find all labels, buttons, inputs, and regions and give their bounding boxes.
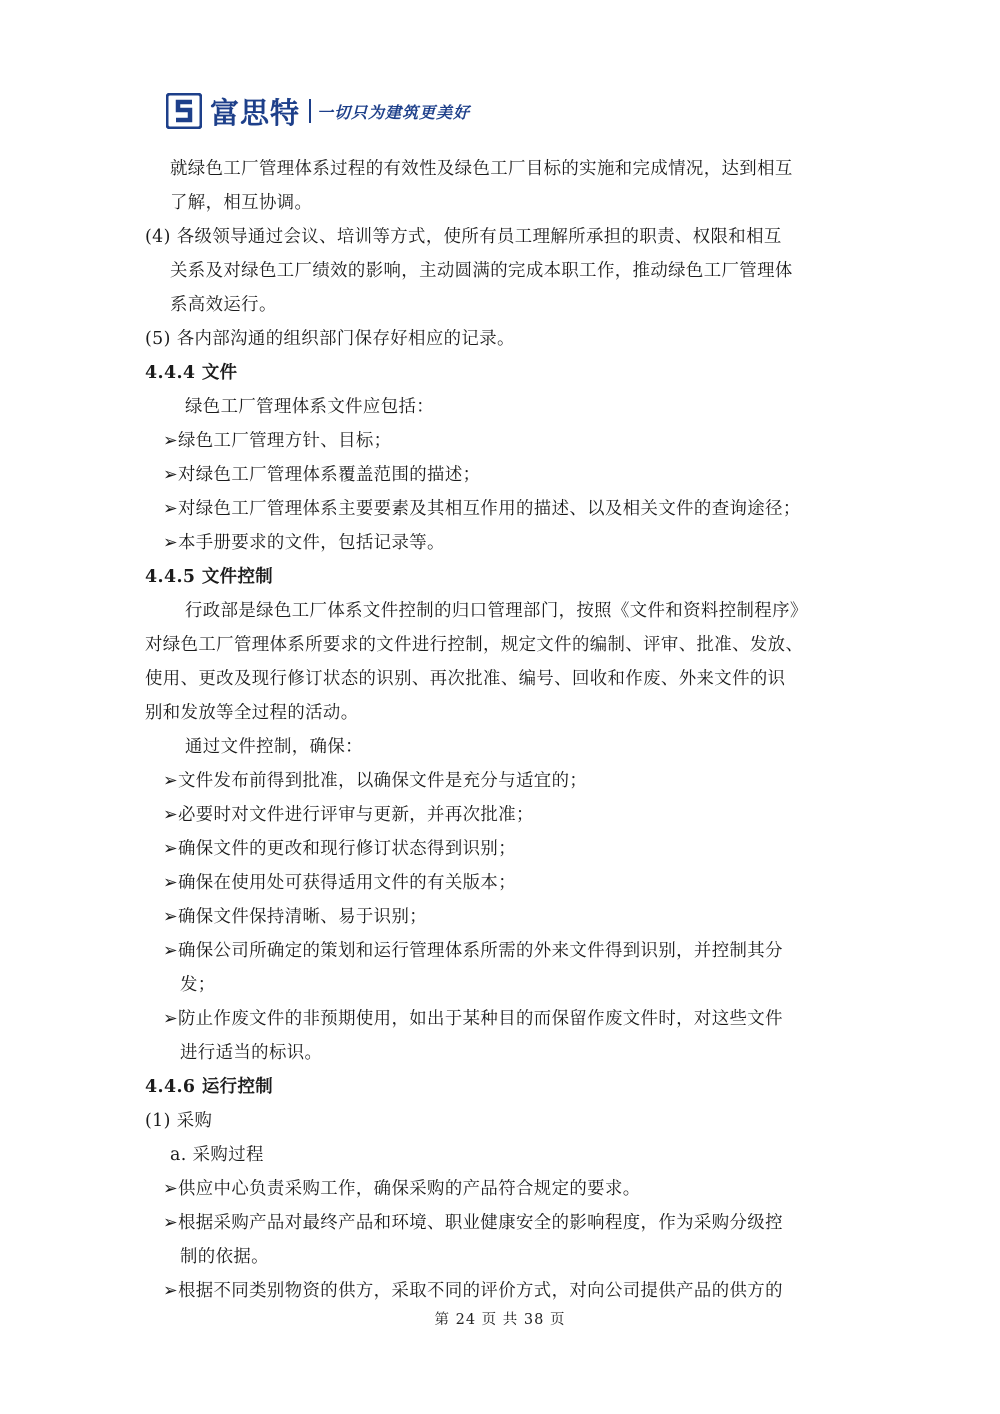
bullet-continuation: 发； — [180, 975, 216, 995]
bullet-continuation: 进行适当的标识。 — [180, 1043, 323, 1063]
company-logo-icon — [166, 93, 202, 129]
bullet-item: ➢供应中心负责采购工作，确保采购的产品符合规定的要求。 — [163, 1179, 641, 1199]
section-heading: 4.4.5 文件控制 — [145, 567, 274, 587]
section-heading: 4.4.4 文件 — [145, 363, 238, 383]
paragraph-line: 系高效运行。 — [170, 295, 277, 315]
bullet-item: ➢必要时对文件进行评审与更新，并再次批准； — [163, 805, 534, 825]
paragraph-line: 别和发放等全过程的活动。 — [145, 703, 359, 723]
paragraph-line: 了解，相互协调。 — [170, 193, 313, 213]
brand-name: 富思特 — [210, 95, 301, 130]
brand-slogan: 一切只为建筑更美好 — [317, 102, 471, 122]
header-divider — [309, 99, 311, 123]
list-item: (4) 各级领导通过会议、培训等方式，使所有员工理解所承担的职责、权限和相互 — [145, 227, 782, 247]
bullet-item: ➢文件发布前得到批准，以确保文件是充分与适宜的； — [163, 771, 588, 791]
bullet-item: ➢确保文件保持清晰、易于识别； — [163, 907, 428, 927]
bullet-item: ➢防止作废文件的非预期使用，如出于某种目的而保留作废文件时，对这些文件 — [163, 1009, 783, 1029]
bullet-item: ➢绿色工厂管理方针、目标； — [163, 431, 392, 451]
sub-list-item: a. 采购过程 — [170, 1145, 264, 1165]
paragraph-line: 对绿色工厂管理体系所要求的文件进行控制，规定文件的编制、评审、批准、发放、 — [145, 635, 804, 655]
paragraph-line: 行政部是绿色工厂体系文件控制的归口管理部门，按照《文件和资料控制程序》 — [185, 601, 808, 621]
bullet-item: ➢根据不同类别物资的供方，采取不同的评价方式，对向公司提供产品的供方的 — [163, 1281, 783, 1301]
bullet-item: ➢本手册要求的文件，包括记录等。 — [163, 533, 445, 553]
list-item: (5) 各内部沟通的组织部门保存好相应的记录。 — [145, 329, 515, 349]
paragraph-line: 就绿色工厂管理体系过程的有效性及绿色工厂目标的实施和完成情况，达到相互 — [170, 159, 793, 179]
bullet-item: ➢根据采购产品对最终产品和环境、职业健康安全的影响程度，作为采购分级控 — [163, 1213, 783, 1233]
section-heading: 4.4.6 运行控制 — [145, 1077, 274, 1097]
paragraph-line: 使用、更改及现行修订状态的识别、再次批准、编号、回收和作废、外来文件的识 — [145, 669, 786, 689]
bullet-item: ➢确保公司所确定的策划和运行管理体系所需的外来文件得到识别，并控制其分 — [163, 941, 783, 961]
bullet-item: ➢对绿色工厂管理体系主要要素及其相互作用的描述、以及相关文件的查询途径； — [163, 499, 801, 519]
bullet-item: ➢对绿色工厂管理体系覆盖范围的描述； — [163, 465, 481, 485]
paragraph-line: 通过文件控制，确保： — [185, 737, 363, 757]
bullet-item: ➢确保在使用处可获得适用文件的有关版本； — [163, 873, 516, 893]
bullet-item: ➢确保文件的更改和现行修订状态得到识别； — [163, 839, 516, 859]
bullet-continuation: 制的依据。 — [180, 1247, 269, 1267]
page-number: 第 24 页 共 38 页 — [434, 1312, 566, 1328]
paragraph-line: 关系及对绿色工厂绩效的影响，主动圆满的完成本职工作，推动绿色工厂管理体 — [170, 261, 793, 281]
list-item: (1) 采购 — [145, 1111, 213, 1131]
paragraph-line: 绿色工厂管理体系文件应包括： — [185, 397, 435, 417]
page-header — [166, 92, 470, 130]
